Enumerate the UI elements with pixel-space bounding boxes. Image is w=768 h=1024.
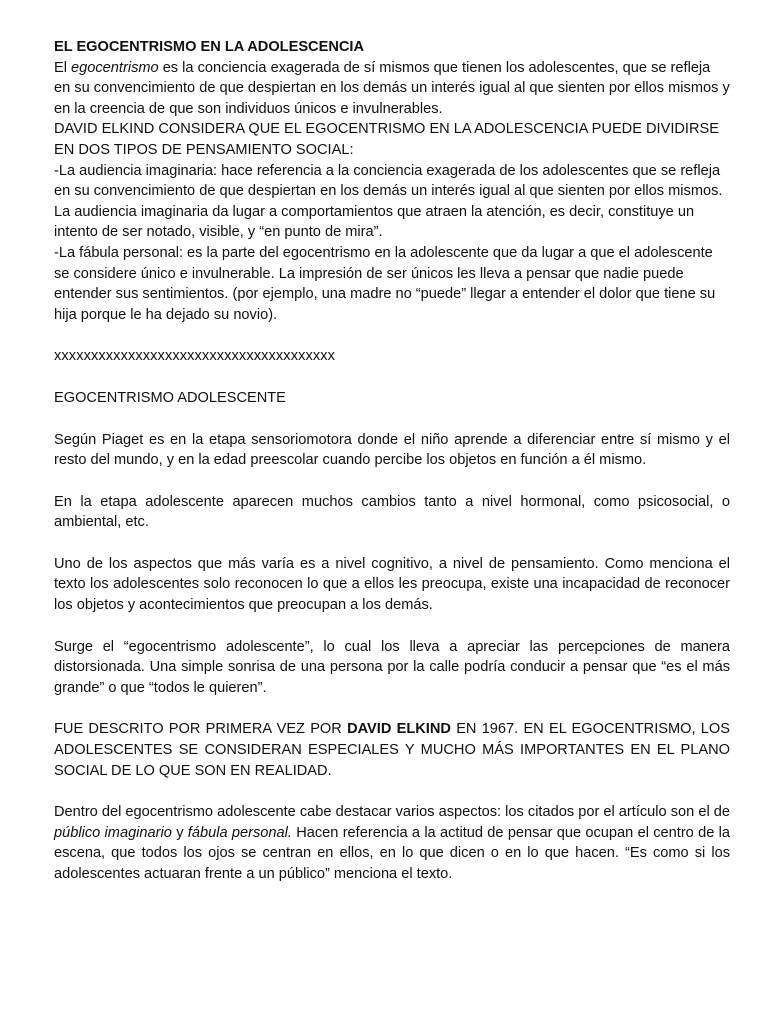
dentro-emphasis-fabula: fábula personal. bbox=[187, 824, 292, 841]
fue-before: FUE DESCRITO POR PRIMERA VEZ POR bbox=[54, 721, 348, 738]
spacer bbox=[54, 533, 730, 554]
spacer bbox=[54, 367, 730, 388]
fue-bold-name: DAVID ELKIND bbox=[347, 721, 451, 738]
fabula-paragraph: -La fábula personal: es la parte del egocentrismo en la adolescente que da lugar a que el adolescente se considere único e invulnerable. La impresión de ser únicos les lleva a pensar que nadie puede entender sus sentimientos. (por ejemplo, una madre no “puede” llegar a entender el dolor que tiene su hija porque le ha dejado su novio). bbox=[54, 244, 716, 323]
elkind-heading: DAVID ELKIND CONSIDERA QUE EL EGOCENTRISMO EN LA ADOLESCENCIA PUEDE DIVIDIRSE EN DOS TIPOS DE PENSAMIENTO SOCIAL: bbox=[54, 121, 719, 158]
dentro-part1: Dentro del egocentrismo adolescente cabe destacar varios aspectos: los citados por el artículo son el de bbox=[54, 804, 730, 821]
dentro-part2: y bbox=[171, 824, 188, 841]
spacer bbox=[54, 616, 730, 637]
intro-before: El bbox=[54, 59, 72, 76]
document-title: EL EGOCENTRISMO EN LA ADOLESCENCIA bbox=[54, 39, 365, 55]
spacer bbox=[54, 698, 730, 719]
intro-paragraph bbox=[54, 58, 730, 120]
document-page bbox=[54, 37, 730, 885]
spacer bbox=[54, 781, 730, 802]
section-heading: EGOCENTRISMO ADOLESCENTE bbox=[54, 389, 286, 406]
intro-after: es la conciencia exagerada de sí mismos que tienen los adolescentes, que se refleja en su convencimiento de que despiertan en los demás un interés igual al que sienten por ellos mismos y en la creencia de que son individuos únicos e invulnerables. bbox=[54, 59, 730, 117]
dentro-part3: Hacen referencia a la actitud de pensar que ocupan el centro de la escena, que todos los ojos se centran en ellos, en lo que dicen o en lo que hacen. “Es como si los adolescentes actuaran frente a un público” menciona el texto. bbox=[54, 824, 730, 882]
cognitivo-paragraph: Uno de los aspectos que más varía es a nivel cognitivo, a nivel de pensamiento. Como menciona el texto los adolescentes solo reconocen lo que a ellos les preocupa, existe una incapacidad de reconocer los objetos y acontecimientos que preocupan a los demás. bbox=[54, 555, 730, 614]
dentro-paragraph bbox=[54, 802, 730, 884]
spacer bbox=[54, 325, 730, 346]
dentro-emphasis-publico: público imaginario bbox=[54, 824, 172, 841]
spacer bbox=[54, 409, 730, 430]
fue-after: EN 1967. EN EL EGOCENTRISMO, LOS ADOLESCENTES SE CONSIDERAN ESPECIALES Y MUCHO MÁS IMPORTANTES EN EL PLANO SOCIAL DE LO QUE SON EN REALIDAD. bbox=[54, 721, 730, 779]
piaget-paragraph: Según Piaget es en la etapa sensoriomotora donde el niño aprende a diferenciar entre sí mismo y el resto del mundo, y en la edad preescolar cuando percibe los objetos en función a él mismo. bbox=[54, 431, 730, 469]
intro-emphasis: egocentrismo bbox=[71, 59, 159, 76]
spacer bbox=[54, 471, 730, 492]
surge-paragraph: Surge el “egocentrismo adolescente”, lo cual los lleva a apreciar las percepciones de manera distorsionada. Una simple sonrisa de una persona por la calle podría conducir a pensar que “es el más grande” o que “todos le quieren”. bbox=[54, 638, 730, 696]
separator-line: xxxxxxxxxxxxxxxxxxxxxxxxxxxxxxxxxxxxxx bbox=[54, 348, 336, 365]
audiencia-paragraph: -La audiencia imaginaria: hace referencia a la conciencia exagerada de los adolescentes que se refleja en su convencimiento de que despiertan en los demás un interés igual al que sienten por ellos mismos. La audiencia imaginaria da lugar a comportamientos que atraen la atención, es decir, constituye un intento de ser notado, visible, y “en punto de mira”. bbox=[54, 162, 723, 241]
cambios-paragraph: En la etapa adolescente aparecen muchos cambios tanto a nivel hormonal, como psicosocial, o ambiental, etc. bbox=[54, 493, 730, 531]
fue-paragraph bbox=[54, 719, 730, 781]
